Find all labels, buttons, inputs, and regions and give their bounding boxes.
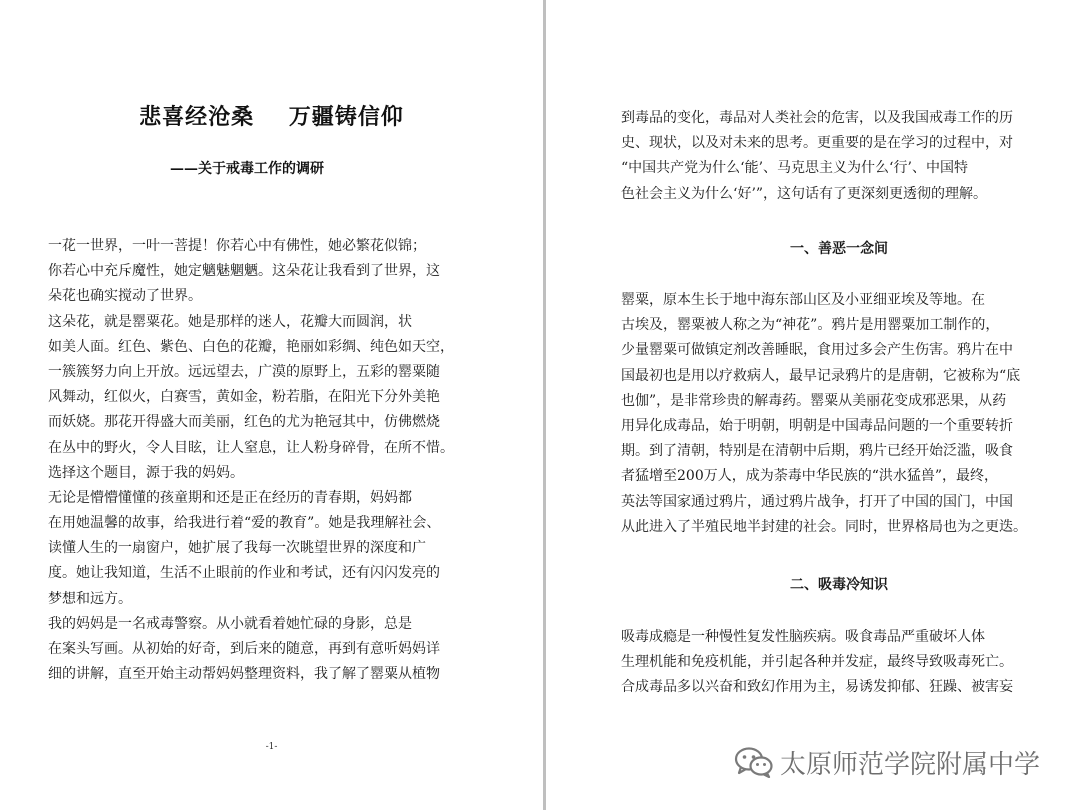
- right-top-line: “中国共产党为什么‘能’、马克思主义为什么‘行’、中国特: [621, 160, 968, 177]
- section-1-line: 古埃及，罂粟被人称之为“神花”。鸦片是用罂粟加工制作的，: [621, 317, 1000, 334]
- document-subtitle: ——关于戒毒工作的调研: [170, 161, 324, 177]
- section-heading-2: 二、吸毒冷知识: [790, 577, 888, 593]
- document-title: 悲喜经沧桑 万疆铸信仰: [139, 104, 404, 130]
- section-1-line: 期。到了清朝，特别是在清朝中后期，鸦片已经开始泛滥，吸食: [621, 443, 1013, 460]
- left-body-line: 如美人面。红色、紫色、白色的花瓣，艳丽如彩绸、纯色如天空，: [48, 338, 454, 355]
- left-body-line: 我的妈妈是一名戒毒警察。从小就看着她忙碌的身影，总是: [48, 615, 412, 632]
- section-heading-1: 一、善恶一念间: [790, 241, 888, 257]
- section-1-line: 用异化成毒品，始于明朝，明朝是中国毒品问题的一个重要转折: [621, 417, 1013, 434]
- left-body-line: 在案头写画。从初始的好奇，到后来的随意，再到有意听妈妈详: [48, 641, 440, 657]
- watermark: [734, 744, 1040, 780]
- left-body-line: 在用她温馨的故事，给我进行着“爱的教育”。她是我理解社会、: [48, 515, 441, 532]
- section-1-line: 少量罂粟可做镇定剂改善睡眠，食用过多会产生伤害。鸦片在中: [621, 342, 1013, 359]
- left-body-line: 在丛中的野火，令人目眩，让人窒息，让人粉身碎骨，在所不惜。: [48, 439, 454, 456]
- section-2-line: 合成毒品多以兴奋和致幻作用为主，易诱发抑郁、狂躁、被害妄: [621, 679, 1013, 696]
- section-1-line: 英法等国家通过鸦片，通过鸦片战争，打开了中国的国门，中国: [621, 493, 1013, 510]
- left-body-line: 一花一世界，一叶一菩提！你若心中有佛性，她必繁花似锦；: [48, 238, 426, 254]
- page-number: -1-: [265, 742, 278, 752]
- section-1-line: 也伽”，是非常珍贵的解毒药。罂粟从美丽花变成邪恶果，从药: [621, 392, 1007, 409]
- section-2-text: [621, 625, 1057, 701]
- section-2-line: 吸毒成瘾是一种慢性复发性脑疾病。吸食毒品严重破坏人体: [621, 629, 985, 645]
- section-1-line: 从此进入了半殖民地半封建的社会。同时，世界格局也为之更迭。: [621, 518, 1027, 535]
- section-1-line: 者猛增至200万人，成为荼毒中华民族的“洪水猛兽”，最终，: [621, 468, 999, 485]
- left-body-line: 你若心中充斥魔性，她定魑魅魍魉。这朵花让我看到了世界，这: [48, 263, 440, 280]
- watermark-text: 太原师范学院附属中学: [780, 749, 1041, 780]
- left-body-line: 读懂人生的一扇窗户，她扩展了我每一次眺望世界的深度和广: [48, 540, 426, 557]
- section-1-line: 国最初也是用以疗救病人，最早记录鸦片的是唐朝，它被称为“底: [621, 367, 1021, 384]
- left-body-text: [48, 234, 488, 687]
- right-top-line: 史、现状，以及对未来的思考。更重要的是在学习的过程中，对: [621, 135, 1013, 152]
- section-1-line: 罂粟，原本生长于地中海东部山区及小亚细亚埃及等地。在: [621, 292, 985, 308]
- left-body-line: 选择这个题目，源于我的妈妈。: [48, 464, 244, 481]
- right-top-line: 色社会主义为什么‘好’”，这句话有了更深刻更透彻的理解。: [621, 185, 988, 202]
- left-body-line: 细的讲解，直至开始主动帮妈妈整理资料，我了解了罂粟从植物: [48, 666, 440, 683]
- right-top-line: 到毒品的变化，毒品对人类社会的危害，以及我国戒毒工作的历: [621, 110, 1013, 126]
- left-body-line: 度。她让我知道，生活不止眼前的作业和考试，还有闪闪发亮的: [48, 565, 440, 582]
- section-1-text: [621, 288, 1057, 540]
- left-body-line: 无论是懵懵懂懂的孩童期和还是正在经历的青春期，妈妈都: [48, 489, 412, 506]
- section-2-line: 生理机能和免疫机能，并引起各种并发症，最终导致吸毒死亡。: [621, 654, 1013, 671]
- left-body-line: 朵花也确实搅动了世界。: [48, 288, 202, 305]
- left-body-line: 风舞动，红似火，白赛雪，黄如金，粉若脂，在阳光下分外美艳: [48, 389, 440, 406]
- left-body-line: 一簇簇努力向上开放。远远望去，广漠的原野上，五彩的罂粟随: [48, 363, 440, 380]
- left-body-line: 梦想和远方。: [48, 590, 132, 607]
- left-body-line: 这朵花，就是罂粟花。她是那样的迷人，花瓣大而圆润，状: [48, 313, 412, 330]
- wechat-icon: [734, 746, 774, 778]
- right-top-text: [621, 106, 1057, 207]
- left-body-line: 而妖娆。那花开得盛大而美丽，红色的尤为艳冠其中，仿佛燃烧: [48, 414, 440, 431]
